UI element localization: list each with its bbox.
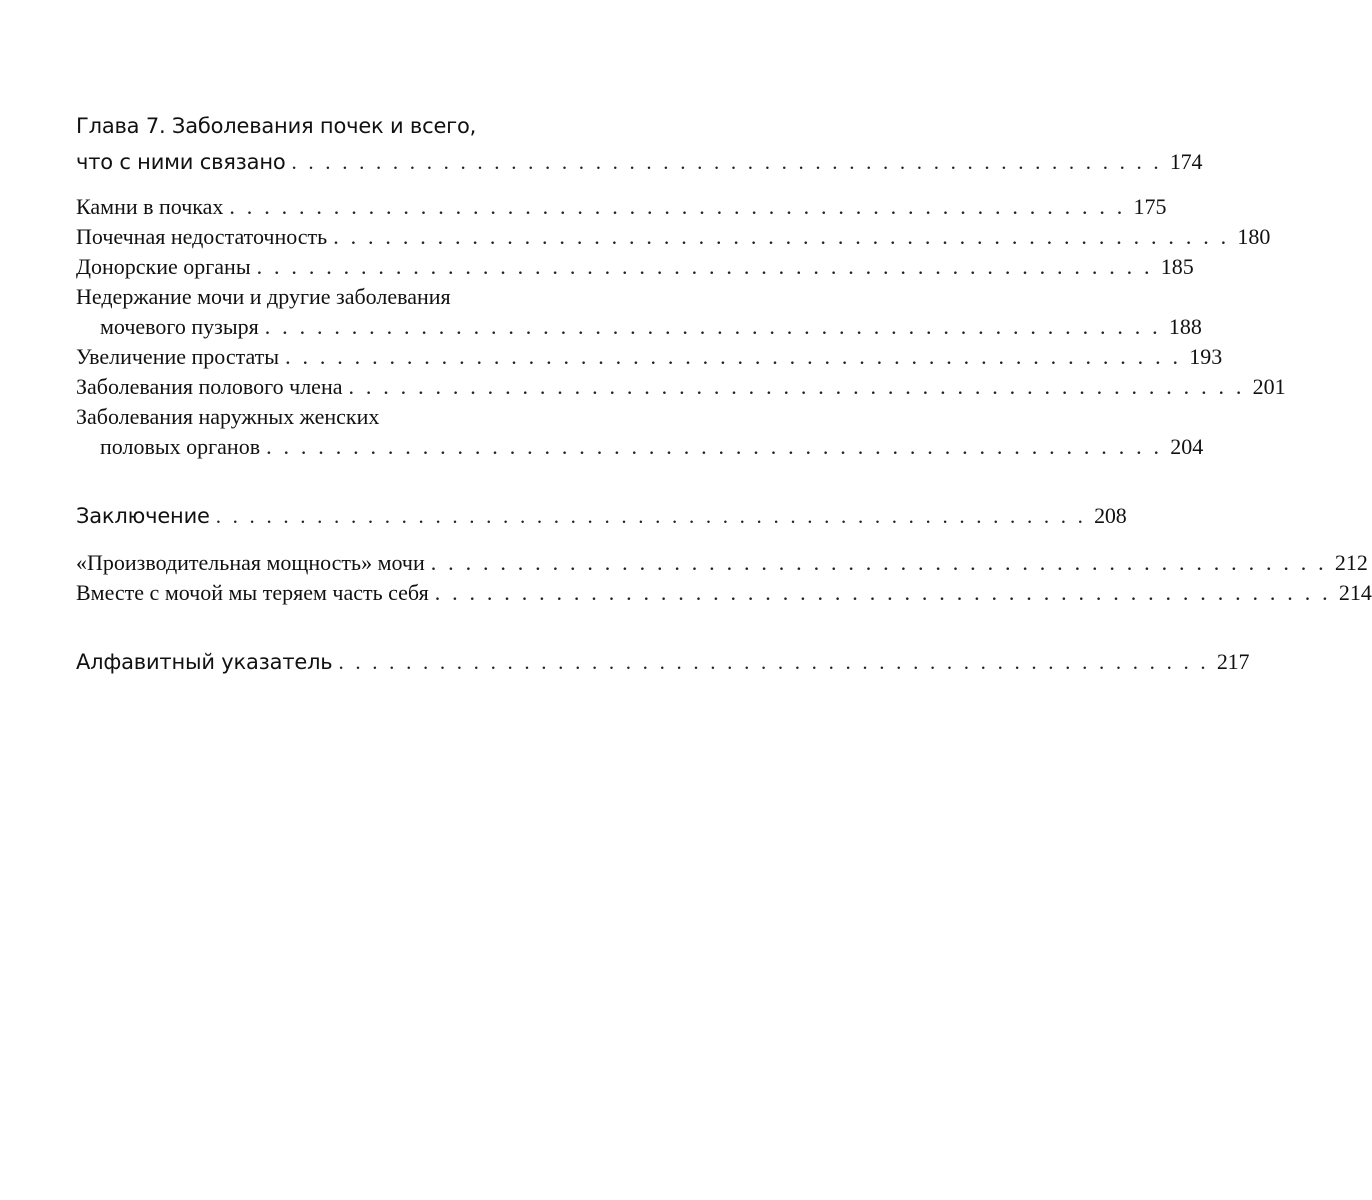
leader-dots: . . . . . . . . . . . . . . . . . . . . . . . . . . . . . . . . . . . . . . . . . . . . . . . . . . . . xyxy=(264,314,1161,339)
entry-title: Увеличение простаты xyxy=(76,344,280,369)
leader-dots: . . . . . . . . . . . . . . . . . . . . . . . . . . . . . . . . . . . . . . . . . . . . . . . . . . . . xyxy=(215,504,1087,528)
toc-entry[interactable] xyxy=(76,548,1368,578)
entry-title: Почечная недостаточность xyxy=(76,224,328,249)
index-entry[interactable] xyxy=(76,644,1250,680)
leader-dots: . . . . . . . . . . . . . . . . . . . . . . . . . . . . . . . . . . . . . . . . . . . . . . . . . . . . xyxy=(333,224,1230,249)
page-number: 185 xyxy=(1160,254,1194,279)
leader-dots: . . . . . . . . . . . . . . . . . . . . . . . . . . . . . . . . . . . . . . . . . . . . . . . . . . . . xyxy=(229,194,1126,219)
page-number: 175 xyxy=(1133,194,1167,219)
table-of-contents xyxy=(76,108,1372,680)
toc-entry[interactable] xyxy=(76,432,1204,462)
conclusion-title: Заключение xyxy=(76,504,210,528)
page-number: 214 xyxy=(1338,580,1372,605)
leader-dots: . . . . . . . . . . . . . . . . . . . . . . . . . . . . . . . . . . . . . . . . . . . . . . . . . . . . xyxy=(348,374,1245,399)
toc-entry[interactable] xyxy=(76,372,1286,402)
toc-entry[interactable] xyxy=(76,342,1223,372)
entry-title-line2: мочевого пузыря xyxy=(100,314,259,339)
page-number: 212 xyxy=(1334,550,1368,575)
leader-dots: . . . . . . . . . . . . . . . . . . . . . . . . . . . . . . . . . . . . . . . . . . . . . . . . . . . . xyxy=(338,650,1209,674)
entry-title-line2: половых органов xyxy=(100,434,261,459)
leader-dots: . . . . . . . . . . . . . . . . . . . . . . . . . . . . . . . . . . . . . . . . . . . . . . . . . . . . xyxy=(430,550,1327,575)
leader-dots: . . . . . . . . . . . . . . . . . . . . . . . . . . . . . . . . . . . . . . . . . . . . . . . . . . . . xyxy=(266,434,1163,459)
entry-title: Камни в почках xyxy=(76,194,224,219)
page-number: 174 xyxy=(1169,149,1203,174)
toc-entry[interactable] xyxy=(76,222,1271,252)
page-number: 201 xyxy=(1252,374,1286,399)
entry-title-line1: Недержание мочи и другие заболевания xyxy=(76,284,451,309)
leader-dots: . . . . . . . . . . . . . . . . . . . . . . . . . . . . . . . . . . . . . . . . . . . . . . . . . . . . xyxy=(256,254,1153,279)
toc-entry[interactable] xyxy=(76,312,1202,342)
leader-dots: . . . . . . . . . . . . . . . . . . . . . . . . . . . . . . . . . . . . . . . . . . . . . . . . . . . . xyxy=(285,344,1182,369)
chapter-7-title-line2: что с ними связано xyxy=(76,150,286,174)
conclusion-entry[interactable] xyxy=(76,498,1127,534)
page-number: 217 xyxy=(1216,649,1250,674)
entry-title: «Производительная мощность» мочи xyxy=(76,550,425,575)
entry-title: Заболевания полового члена xyxy=(76,374,343,399)
chapter-7-title-line1: Глава 7. Заболевания почек и всего, xyxy=(76,114,477,138)
entry-title: Вместе с мочой мы теряем часть себя xyxy=(76,580,429,605)
entry-title: Донорские органы xyxy=(76,254,251,279)
chapter-7-entry[interactable] xyxy=(76,144,1203,180)
toc-entry[interactable] xyxy=(76,252,1194,282)
leader-dots: . . . . . . . . . . . . . . . . . . . . . . . . . . . . . . . . . . . . . . . . . . . . . . . . . . . . xyxy=(434,580,1331,605)
toc-entry[interactable] xyxy=(76,578,1372,608)
page-number: 204 xyxy=(1170,434,1204,459)
index-title: Алфавитный указатель xyxy=(76,650,333,674)
toc-entry[interactable] xyxy=(76,192,1167,222)
page-number: 193 xyxy=(1189,344,1223,369)
leader-dots: . . . . . . . . . . . . . . . . . . . . . . . . . . . . . . . . . . . . . . . . . . . . . . . . . . . . xyxy=(291,150,1162,174)
page-number: 188 xyxy=(1168,314,1202,339)
entry-title-line1: Заболевания наружных женских xyxy=(76,404,380,429)
page-number: 180 xyxy=(1237,224,1271,249)
page-number: 208 xyxy=(1094,503,1127,528)
